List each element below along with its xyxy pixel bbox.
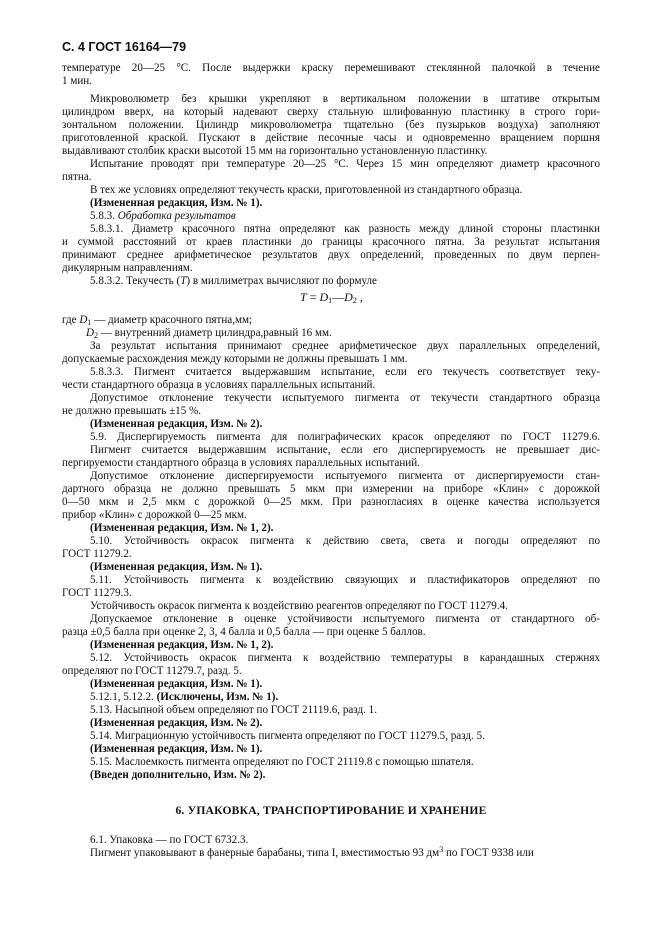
amendment-note: (Исключены, Изм. № 1).	[156, 691, 279, 703]
formula-d2-sub: 2	[352, 296, 357, 305]
text-line: 0—50 мкм и 2,5 мкм с дорожкой 0—25 мкм. При разногласиях в оценке качества используется	[62, 496, 600, 508]
superscript: 3	[439, 845, 444, 854]
text-line: 5.8.3.1. Диаметр красочного пятна определяют как разность между длиной стороны пластинки	[90, 223, 600, 235]
where-d1-text: — диаметр красочного пятна,мм;	[94, 314, 253, 326]
text-line: Допустимое отклонение диспергируемости испытуемого пигмента от диспергируемости стан-	[90, 470, 600, 482]
text-line: пергируемости стандартного образца в условиях параллельных испытаний.	[62, 457, 420, 469]
formula-eq: =	[309, 290, 317, 304]
text-line: цилиндром вверх, на который надевают сверху стальную шлифованную пластинку в строго гори-	[62, 106, 600, 118]
amendment-note: (Измененная редакция, Изм. № 1).	[90, 743, 263, 755]
amendment-note: (Измененная редакция, Изм. № 2).	[90, 717, 263, 729]
text-line: 5.14. Миграционную устойчивость пигмента определяют по ГОСТ 11279.5, разд. 5.	[90, 730, 485, 742]
text-line: 5.10. Устойчивость окрасок пигмента к действию света, света и погоды определяют по	[90, 535, 600, 547]
amendment-note: (Измененная редакция, Изм. № 1).	[90, 561, 263, 573]
text-line: прибор «Клин» с дорожкой 0—25 мкм.	[62, 509, 247, 521]
formula	[300, 290, 363, 305]
text-line: дикулярным направлениям.	[62, 262, 193, 274]
amendment-note: (Измененная редакция, Изм. № 1, 2).	[90, 522, 274, 534]
text-fragment: ) в миллиметрах вычисляют по формуле	[186, 275, 377, 287]
text-line: чести стандартного образца в условиях параллельных испытаний.	[62, 379, 376, 391]
text-line: 5.8.3.3. Пигмент считается выдержавшим испытание, если его текучесть соответствует теку-	[90, 366, 600, 378]
text-fragment: 5.12.1, 5.12.2.	[90, 691, 154, 703]
text-line	[90, 275, 628, 288]
text-line: определяют по ГОСТ 11279.7, разд. 5.	[62, 665, 242, 677]
text-line: принимают среднее арифметическое результатов двух определений, проведенных по двум перпен-	[62, 249, 600, 261]
where-d2: D	[86, 327, 95, 339]
text-line: Пигмент считается выдержавшим испытание, если его диспергируемость не превышает дис-	[90, 444, 600, 456]
text-fragment: Пигмент упаковывают в фанерные барабаны, типа I, вместимостью 93 дм	[90, 847, 440, 859]
text-line: ГОСТ 11279.2.	[62, 548, 132, 560]
formula-d1-sub: 1	[328, 296, 333, 305]
where-d1-sub: 1	[87, 318, 92, 327]
formula-lhs: T	[300, 290, 307, 304]
amendment-note: (Измененная редакция, Изм. № 2).	[90, 418, 263, 430]
text-line: приготовленной краской. Пускают в действие песочные часы и одновременно вращением поршня	[62, 132, 600, 144]
text-line: пятна.	[62, 171, 92, 183]
text-line: За результат испытания принимают среднее арифметическое двух параллельных определений,	[90, 340, 600, 352]
text-line	[90, 691, 628, 704]
text-line: и суммой расстояний от краев пластинки до границы красочного пятна. За результат испытания	[62, 236, 600, 248]
where-line	[86, 327, 624, 340]
text-line: 5.15. Маслоемкость пигмента определяют по ГОСТ 21119.8 с помощью шпателя.	[90, 756, 474, 768]
formula-d1: D	[319, 290, 329, 304]
text-line: В тех же условиях определяют текучесть краски, приготовленной из стандартного образца.	[90, 184, 523, 196]
text-line: 5.9. Диспергируемость пигмента для полиграфических красок определяют по ГОСТ 11279.6.	[90, 431, 600, 443]
text-line: 1 мин.	[62, 75, 92, 87]
section-heading	[90, 210, 628, 223]
text-line: ГОСТ 11279.3.	[62, 587, 132, 599]
formula-symbol: T	[180, 275, 187, 287]
amendment-note: (Измененная редакция, Изм. № 1, 2).	[90, 639, 274, 651]
section-number: 5.8.3.	[90, 210, 115, 222]
text-line: температуре 20—25 °С. После выдержки краску перемешивают стеклянной палочкой в течение	[62, 62, 600, 74]
where-d2-sub: 2	[94, 331, 99, 340]
where-d2-text: — внутренний диаметр цилиндра,равный 16 мм.	[100, 327, 332, 339]
text-line: Микроволюметр без крышки укрепляют в вертикальном положении в штативе открытым	[90, 93, 600, 105]
text-line: разца ±0,5 балла при оценке 2, 3, 4 балла и 0,5 балла — при оценке 5 баллов.	[62, 626, 426, 638]
text-line: дартного образца не должно превышать 5 мкм при измерении на приборе «Клин» с дорожкой	[62, 483, 600, 495]
section-6-title: 6. УПАКОВКА, ТРАНСПОРТИРОВАНИЕ И ХРАНЕНИЕ	[175, 804, 487, 817]
text-line: Допускаемое отклонение в оценке устойчивости испытуемого пигмента от стандартного об-	[90, 613, 600, 625]
page-header: С. 4 ГОСТ 16164—79	[62, 40, 187, 54]
amendment-note: (Измененная редакция, Изм. № 1).	[90, 197, 263, 209]
amendment-note: (Введен дополнительно, Изм. № 2).	[90, 769, 266, 781]
text-line: 6.1. Упаковка — по ГОСТ 6732.3.	[90, 834, 249, 846]
formula-tail: ,	[359, 290, 363, 304]
text-line: выдавливают столбик краски высотой 15 мм на горизонтально установленную пластинку.	[62, 145, 488, 157]
text-line: зонтальном положении. Цилиндр микроволюметра тщательно (без пузырьков воздуха) заполняют	[62, 119, 600, 131]
text-line: не должно превышать ±15 %.	[62, 405, 202, 417]
text-line	[90, 847, 628, 860]
where-word: где	[62, 314, 77, 326]
amendment-note: (Измененная редакция, Изм. № 1).	[90, 678, 263, 690]
text-fragment: по ГОСТ 9338 или	[443, 847, 534, 859]
where-line	[62, 314, 600, 327]
where-d1: D	[79, 314, 88, 326]
formula-d2: D	[344, 290, 353, 304]
section-title: Обработка результатов	[117, 210, 236, 222]
text-fragment: 5.8.3.2. Текучесть (	[90, 275, 181, 287]
text-line: Испытание проводят при температуре 20—25 °С. Через 15 мин определяют диаметр красочного	[90, 158, 600, 170]
text-line: допускаемые расхождения между которыми не должны превышать 1 мм.	[62, 353, 408, 365]
text-line: 5.12. Устойчивость окрасок пигмента к воздействию температуры в карандашных стержнях	[90, 652, 600, 664]
text-line: Устойчивость окрасок пигмента к воздействию реагентов определяют по ГОСТ 11279.4.	[90, 600, 508, 612]
text-line: Допустимое отклонение текучести испытуемого пигмента от текучести стандартного образца	[90, 392, 600, 404]
text-line: 5.13. Насыпной объем определяют по ГОСТ 21119.6, разд. 1.	[90, 704, 377, 716]
text-line: 5.11. Устойчивость пигмента к воздействию связующих и пластификаторов определяют по	[90, 574, 600, 586]
formula-minus: —	[332, 290, 345, 304]
